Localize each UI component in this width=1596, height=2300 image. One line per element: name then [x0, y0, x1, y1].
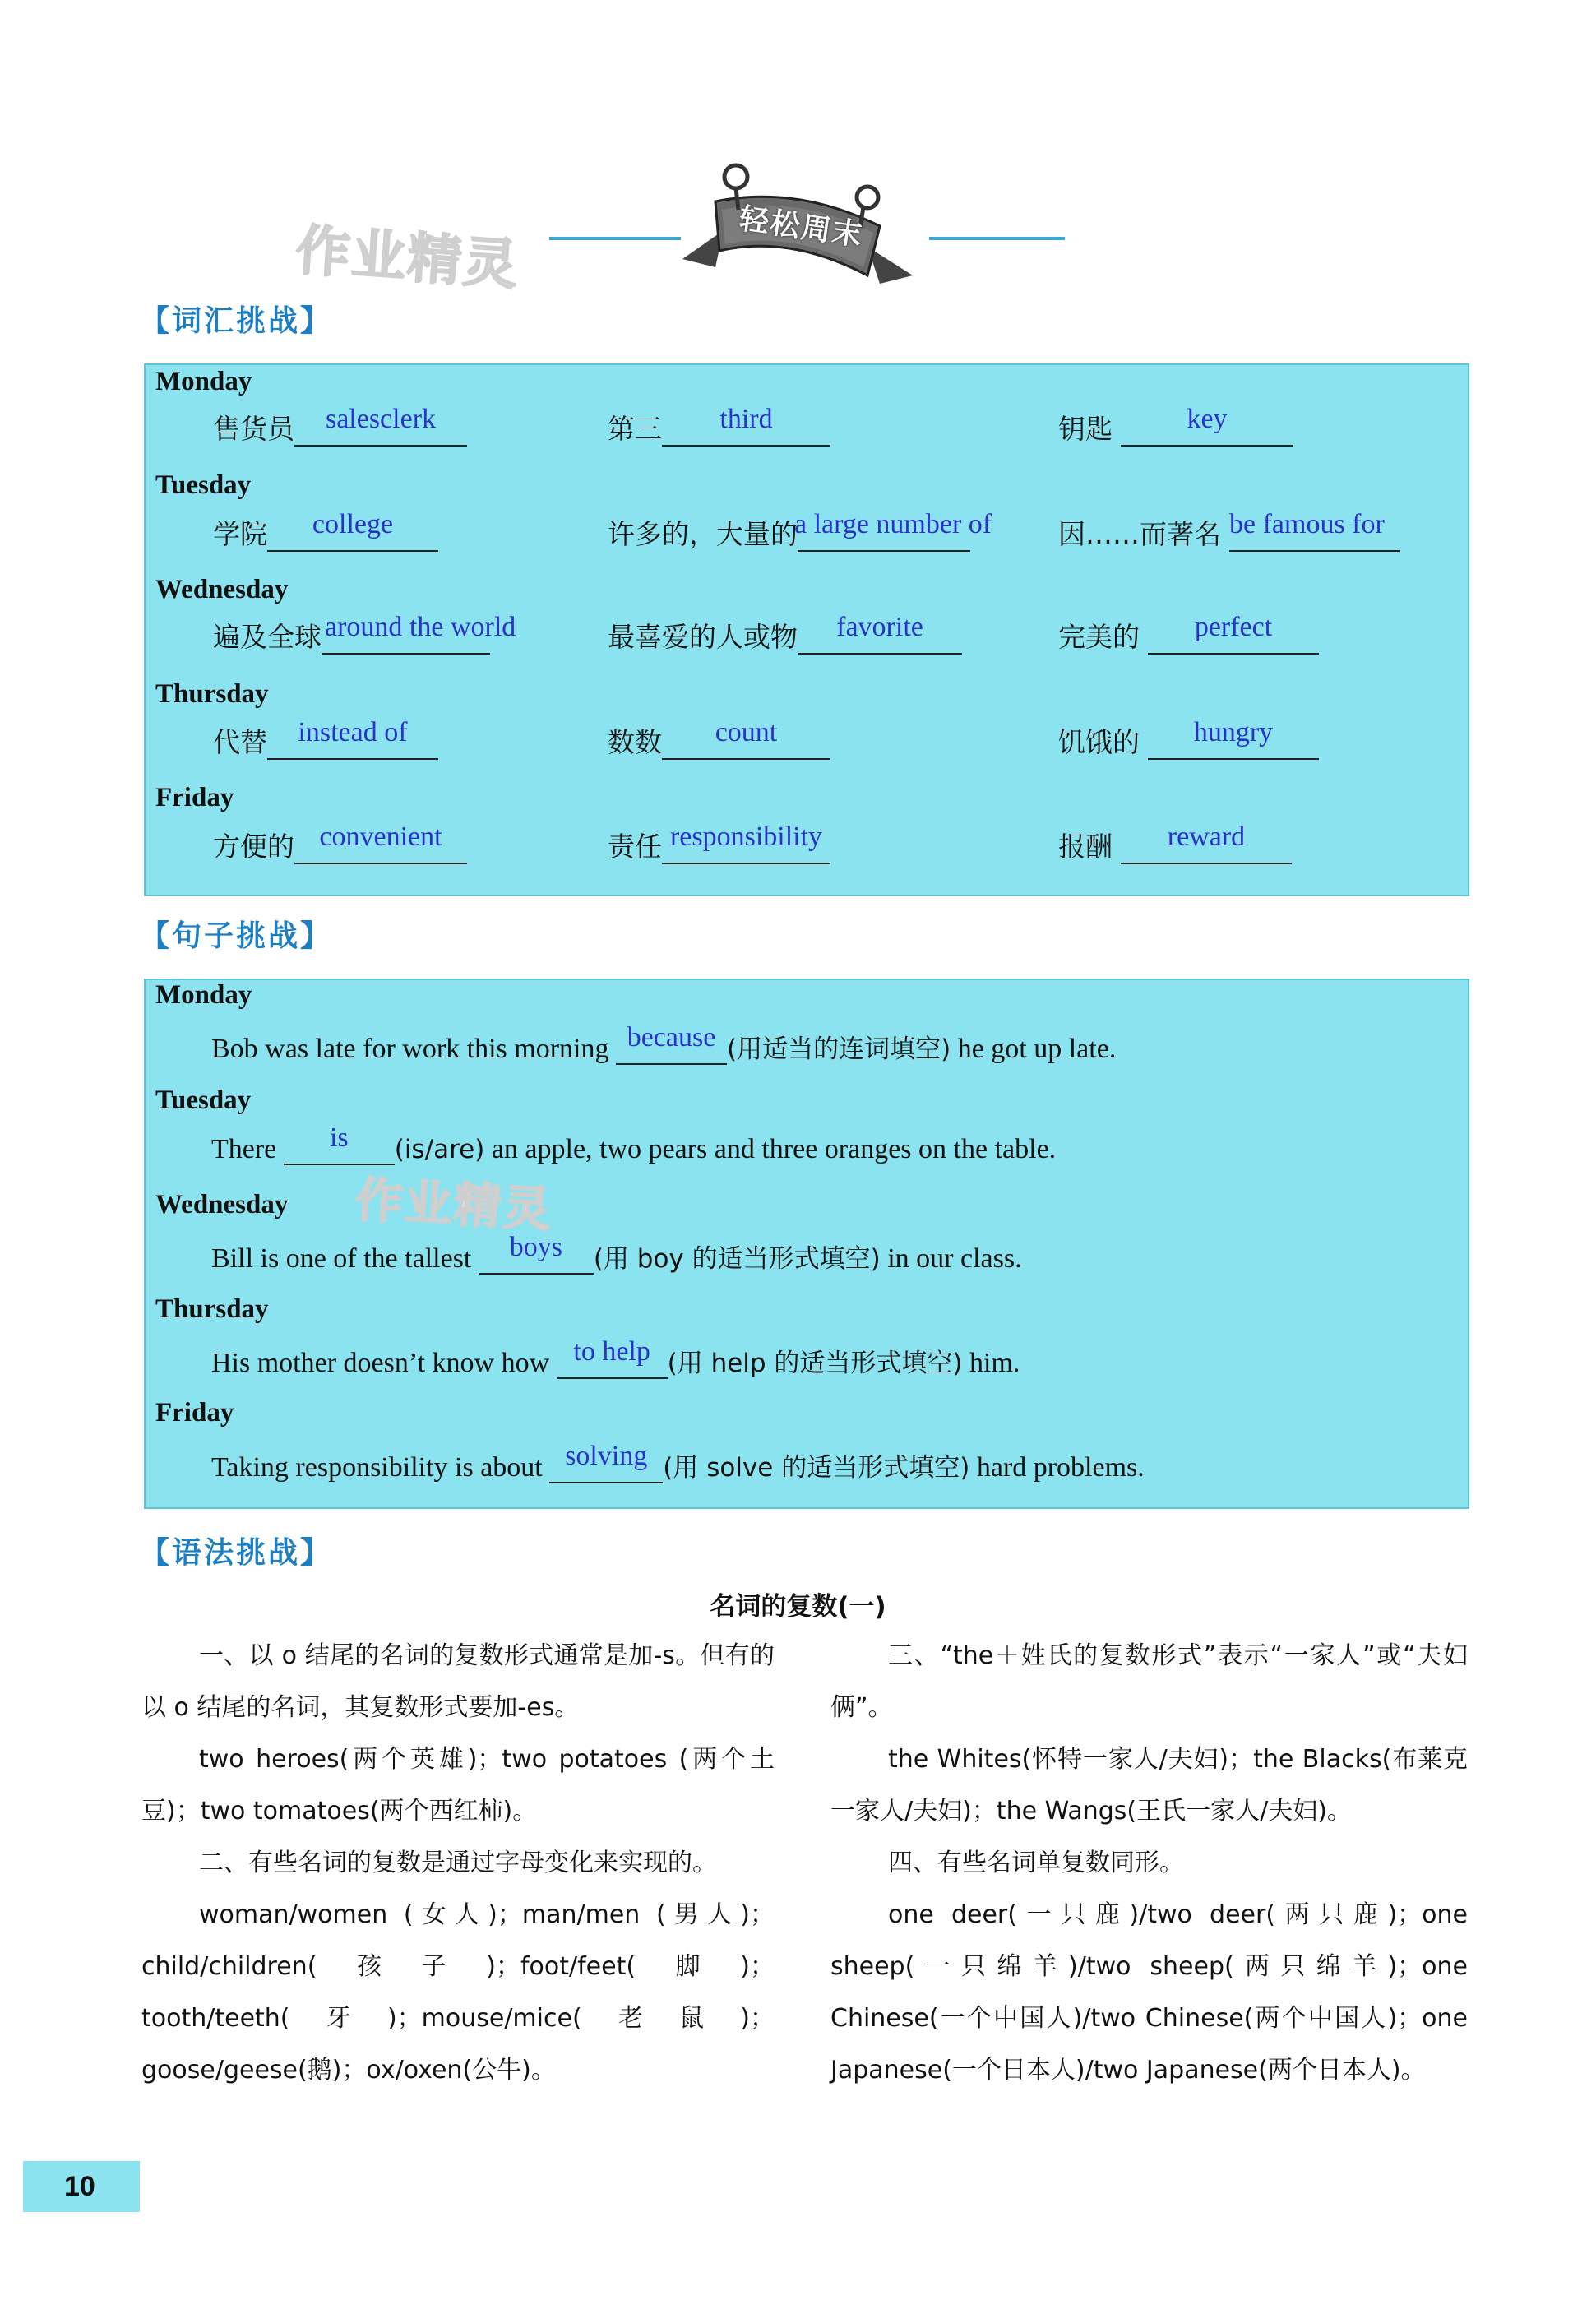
sentence-line: There is (is/are) an apple, two pears and three oranges on the table.	[211, 1122, 1057, 1164]
vocab-day-monday: Monday	[155, 367, 252, 396]
answer-blank[interactable]: third	[662, 414, 830, 447]
grammar-right-column	[830, 1630, 1468, 2096]
answer-blank[interactable]: solving	[549, 1451, 663, 1483]
grammar-paragraph: 三、“the＋姓氏的复数形式”表示“一家人”或“夫妇俩”。	[830, 1641, 1468, 1722]
answer-blank[interactable]: perfect	[1148, 622, 1319, 655]
sentence-section-title: 【句子挑战】	[140, 919, 333, 953]
vocab-day-wednesday: Wednesday	[155, 575, 289, 604]
vocab-item: 许多的，大量的 a large number of	[608, 509, 992, 550]
vocab-day-thursday: Thursday	[155, 679, 269, 709]
vocab-item: 饥饿的 hungry	[1058, 721, 1319, 760]
sentence-line: Taking responsibility is about solving (用 solve 的适当形式填空) hard problems.	[211, 1441, 1145, 1483]
vocab-section-title: 【词汇挑战】	[140, 304, 333, 338]
page-header	[0, 123, 1596, 296]
vocab-item: 责任 responsibility	[608, 826, 830, 864]
vocab-item: 因……而著名 be famous for	[1058, 513, 1400, 552]
watermark: 作业精灵	[294, 218, 521, 298]
sentence-line: Bob was late for work this morning because (用适当的连词填空) he got up late.	[211, 1022, 1117, 1064]
vocab-day-tuesday: Tuesday	[155, 470, 252, 500]
answer-blank[interactable]: to help	[557, 1346, 668, 1379]
answer-blank[interactable]: instead of	[267, 727, 438, 760]
answer-blank[interactable]: salesclerk	[294, 414, 467, 447]
sentence-day-thursday: Thursday	[155, 1294, 269, 1324]
grammar-left-column	[141, 1630, 775, 2096]
banner-title: 轻松周末	[737, 201, 866, 253]
sentence-day-wednesday: Wednesday	[155, 1190, 289, 1219]
sentence-day-friday: Friday	[155, 1398, 234, 1428]
answer-blank[interactable]: favorite	[798, 622, 962, 655]
answer-blank[interactable]: around the world	[322, 622, 490, 655]
grammar-paragraph: one deer(一只鹿)/two deer(两只鹿)；one sheep(一只绵羊)/two sheep(两只绵羊)；one Chinese(一个中国人)/two Chinese(两个中国人)；one Japanese(一个日本人)/two Japanese(两个日本人)。	[830, 1900, 1468, 2085]
answer-blank[interactable]: be famous for	[1229, 519, 1400, 552]
grammar-subtitle: 名词的复数(一)	[710, 1592, 886, 1622]
vocab-item: 钥匙 key	[1058, 408, 1293, 447]
vocab-item: 代替 instead of	[213, 721, 438, 760]
grammar-paragraph: 二、有些名词的复数是通过字母变化来实现的。	[199, 1849, 717, 1877]
vocab-item: 售货员 salesclerk	[213, 408, 467, 447]
vocab-item: 学院 college	[213, 513, 438, 552]
sentence-line: Bill is one of the tallest boys (用 boy 的适当形式填空) in our class.	[211, 1232, 1022, 1274]
vocab-item: 数数 count	[608, 721, 830, 760]
answer-blank[interactable]: boys	[479, 1242, 594, 1275]
answer-blank[interactable]: a large number of	[798, 519, 970, 552]
vocab-item: 报酬 reward	[1058, 826, 1292, 864]
vocab-item: 最喜爱的人或物 favorite	[608, 616, 962, 655]
answer-blank[interactable]: because	[616, 1032, 727, 1065]
grammar-paragraph: the Whites(怀特一家人/夫妇)；the Blacks(布莱克一家人/夫妇)；the Wangs(王氏一家人/夫妇)。	[830, 1745, 1468, 1826]
answer-blank[interactable]: reward	[1121, 831, 1292, 864]
vocab-day-friday: Friday	[155, 783, 234, 812]
vocab-item: 完美的 perfect	[1058, 616, 1319, 655]
watermark: 作业精灵	[354, 1171, 554, 1238]
grammar-paragraph: two heroes(两个英雄)；two potatoes (两个土豆)；two tomatoes(两个西红柿)。	[141, 1745, 775, 1826]
answer-blank[interactable]: is	[284, 1132, 395, 1165]
sentence-box	[144, 979, 1469, 1509]
answer-blank[interactable]: convenient	[294, 831, 467, 864]
vocab-item: 方便的 convenient	[213, 826, 467, 864]
grammar-paragraph: 四、有些名词单复数同形。	[888, 1849, 1184, 1877]
answer-blank[interactable]: count	[662, 727, 830, 760]
answer-blank[interactable]: responsibility	[662, 831, 830, 864]
answer-blank[interactable]: key	[1121, 414, 1293, 447]
header-rule-right	[929, 237, 1065, 240]
sentence-day-tuesday: Tuesday	[155, 1085, 252, 1115]
vocab-item: 第三 third	[608, 408, 830, 447]
page-number-tab	[23, 2161, 140, 2212]
answer-blank[interactable]: hungry	[1148, 727, 1319, 760]
sentence-day-monday: Monday	[155, 980, 252, 1010]
answer-blank[interactable]: college	[267, 519, 438, 552]
vocab-item: 遍及全球 around the world	[213, 612, 516, 653]
grammar-paragraph: woman/women (女人)；man/men (男人)；child/children(孩子)；foot/feet(脚)；tooth/teeth(牙)；mouse/mice(老鼠)；goose/geese(鹅)；ox/oxen(公牛)。	[141, 1900, 775, 2085]
vocab-box	[144, 363, 1469, 896]
grammar-paragraph: 一、以 o 结尾的名词的复数形式通常是加-s。但有的以 o 结尾的名词，其复数形式要加-es。	[141, 1641, 775, 1722]
sentence-line: His mother doesn’t know how to help (用 help 的适当形式填空) him.	[211, 1336, 1020, 1378]
grammar-section-title: 【语法挑战】	[140, 1536, 333, 1570]
page-number: 10	[64, 2171, 95, 2202]
